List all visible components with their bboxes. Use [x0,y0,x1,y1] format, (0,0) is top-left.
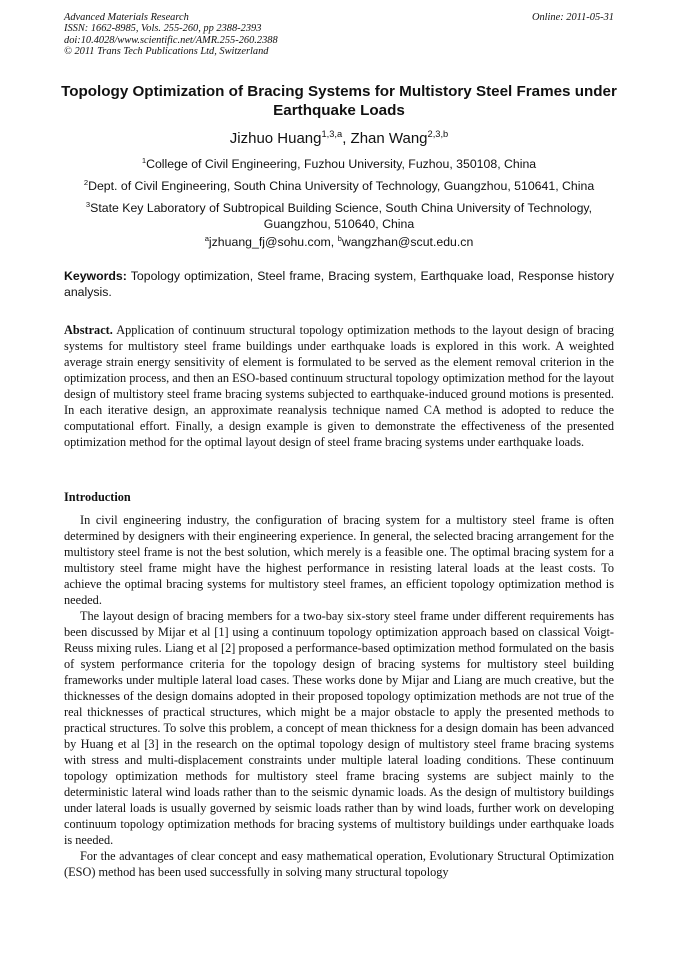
paragraph: The layout design of bracing members for a two-bay six-story steel frame under different requirements has been discussed by Mijar et al [1] using a continuum topology optimization approach based on classical Voigt-Reuss mixing rules. Liang et al [2] proposed a performance-based optimization method formulated on the basis of system performance criteria for the topology design of bracing systems for multistory steel building frameworks under multiple lateral load cases. These works done by Mijar and Liang are much creative, but the thicknesses of the design domains adopted in their proposed topology optimization methods are not true of the real thicknesses of practical structures, which might be a major obstacle to apply the presented methods to practical structures. To solve this problem, a concept of mean thickness for a design domain has been advanced by Huang et al [3] in the research on the optimal topology design of multistory steel frame bracing systems with stress and multi-displacement constraints under multiple lateral loading conditions. These continuum topology optimization methods for multistory steel frame bracing systems are subject mainly to the deterministic lateral wind loads rather than to the seismic dynamic loads. As the design of multistory buildings under lateral loads is usually governed by seismic loads rather than by wind loads, further work on developing continuum topology optimization methods for bracing systems of multistory buildings under earthquake loads is needed. [64,609,614,847]
email-separator: , [330,235,338,249]
keywords-label: Keywords: [64,269,127,283]
issn-line: ISSN: 1662-8985, Vols. 255-260, pp 2388-2393 [64,23,262,35]
keywords-block [64,268,614,300]
paragraph: In civil engineering industry, the configuration of bracing system for a multistory steel frame is often determined by designers with their engineering experience. In general, the selected bracing arrangement for the multistory steel frame is not the best solution, which merely is a feasible one. The optimal bracing system for a multistory steel frame might have the highest performance in resisting lateral loads at the least costs. To achieve the optimal bracing systems for multistory steel frames, an efficient topology optimization method is needed. [64,513,614,607]
author-name: Jizhuo Huang [229,130,322,147]
keywords-text: Topology optimization, Steel frame, Bracing system, Earthquake load, Response history analysis. [64,269,614,299]
paper-title: Topology Optimization of Bracing Systems for Multistory Steel Frames under Earthquake Loads [61,83,617,119]
affiliation-text: State Key Laboratory of Subtropical Building Science, South China University of Technology, Guangzhou, 510640, China [90,201,593,231]
abstract-block [64,322,614,450]
abstract-label: Abstract. [64,323,113,337]
email-line [60,234,618,250]
email-marker: b [337,233,342,243]
journal-name: Advanced Materials Research [64,12,189,23]
affiliation-text: Dept. of Civil Engineering, South China University of Technology, Guangzhou, 510641, China [88,179,595,193]
affiliation-1 [60,156,618,172]
author-list [40,130,638,148]
email-address[interactable]: wangzhan@scut.edu.cn [341,235,474,249]
affiliation-2 [60,178,618,194]
email-marker: a [204,233,209,243]
copyright-line: © 2011 Trans Tech Publications Ltd, Switzerland [64,46,269,58]
author-name: Zhan Wang [350,130,428,147]
author-affiliation-marker: 1,3,a [321,129,343,139]
author-separator: , [342,130,351,147]
section-heading-introduction: Introduction [64,490,131,504]
affiliation-marker: 3 [85,199,91,209]
affiliation-3 [70,200,608,232]
journal-header [64,12,614,58]
online-date: Online: 2011-05-31 [531,12,614,23]
affiliation-marker: 1 [141,155,147,165]
affiliation-text: College of Civil Engineering, Fuzhou University, Fuzhou, 350108, China [146,157,537,171]
introduction-body [64,512,614,880]
email-address[interactable]: jzhuang_fj@sohu.com [208,235,331,249]
doi-line: doi:10.4028/www.scientific.net/AMR.255-260.2388 [64,34,278,46]
paragraph: For the advantages of clear concept and easy mathematical operation, Evolutionary Structural Optimization (ESO) method has been used successfully in solving many structural topology [64,849,614,879]
affiliation-marker: 2 [83,177,89,187]
abstract-text: Application of continuum structural topology optimization methods to the layout design of bracing systems for multistory steel frame buildings under earthquake loads is explored in this work. A weighted average strain energy sensitivity of element is formulated to be served as the element removal criterion in the optimization process, and then an ESO-based continuum structural topology optimization method for the layout design of multistory steel frame bracing systems subjected to earthquake-induced ground motions is presented. In each iterative design, an approximate reanalysis technique named CA method is adopted to reduce the computational effort. Finally, a design example is given to demonstrate the effectiveness of the presented optimization method for the optimal layout design of steel frame bracing systems under earthquake loads. [64,323,614,449]
author-affiliation-marker: 2,3,b [427,129,449,139]
